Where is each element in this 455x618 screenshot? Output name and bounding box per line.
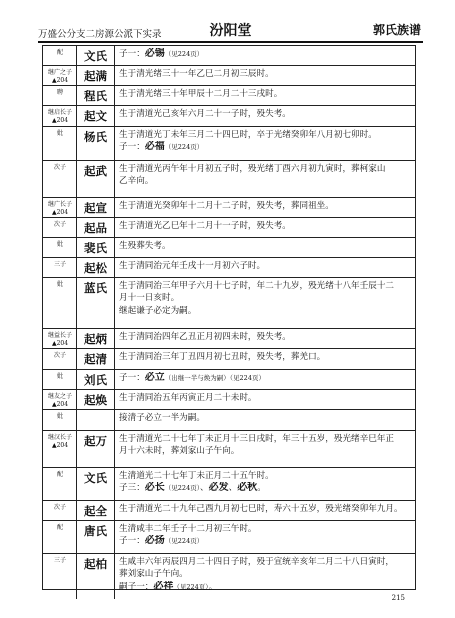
- record-text: 月十六未时，葬刘家山子午向。: [119, 446, 240, 457]
- member-record: [115, 218, 415, 237]
- member-name: 程氏: [77, 86, 115, 105]
- record-line: [119, 48, 411, 60]
- record-line: [119, 240, 411, 252]
- relation-tag: 继益长子: [47, 332, 72, 339]
- record-text: 生殁葬失考。: [119, 241, 171, 251]
- member-row: [43, 390, 415, 410]
- relation-cell: [43, 390, 77, 409]
- member-row: [43, 106, 415, 127]
- record-line: [119, 163, 411, 175]
- record-text: 生于清道光己亥年六月二十一子时，殁失考。: [119, 109, 291, 119]
- record-text: 生于清同治三年丁丑四月初七丑时，殁失考，葬羌口。: [119, 352, 326, 362]
- record-line: [119, 292, 411, 304]
- member-name: 起柏: [77, 554, 115, 599]
- record-text: 子三：: [119, 483, 145, 494]
- member-name: 蓝氏: [77, 278, 115, 328]
- record-text: 葬刘家山子午向。: [119, 569, 188, 580]
- record-line: [119, 568, 411, 580]
- member-record: [115, 46, 415, 65]
- record-line: [119, 200, 411, 212]
- record-line: [119, 141, 411, 153]
- member-name: 起品: [77, 218, 115, 237]
- relation-cell: [43, 258, 77, 277]
- member-record: [115, 501, 415, 520]
- record-text: 、: [199, 483, 209, 494]
- page-reference: （见224页）: [164, 143, 204, 152]
- record-line: [119, 280, 411, 292]
- record-text: 生于清同治元年壬戌十一月初六子时。: [119, 261, 266, 271]
- record-line: [119, 556, 411, 568]
- member-name: 起炳: [77, 329, 115, 348]
- member-row: [43, 431, 415, 468]
- record-text: 生于清光绪三十年甲辰十二月二十三戌时。: [119, 89, 283, 99]
- relation-cell: [43, 370, 77, 389]
- relation-tag: 配: [56, 49, 63, 56]
- relation-tag: 次子: [53, 221, 66, 228]
- record-text: 生于清光绪三十一年乙巳二月初三辰时。: [119, 69, 274, 79]
- relation-cell: [43, 278, 77, 328]
- relation-tag: ▲204: [51, 442, 69, 449]
- member-record: [115, 468, 415, 500]
- record-line: [119, 305, 411, 317]
- relation-tag: 继广之子: [47, 69, 72, 76]
- relation-tag: 妣: [56, 281, 63, 288]
- member-name: 起宣: [77, 198, 115, 217]
- record-text: 生于清道光乙巳年十二月十一子时，殁失考。: [119, 221, 291, 231]
- relation-cell: [43, 329, 77, 348]
- relation-tag: 三子: [53, 557, 66, 564]
- child-name: 必扬: [144, 535, 165, 547]
- record-line: [119, 581, 411, 593]
- record-text: 嗣子一：: [119, 581, 154, 592]
- record-text: 。: [257, 483, 266, 494]
- record-line: [119, 68, 411, 80]
- member-row: [43, 554, 415, 599]
- record-text: 子一：: [119, 49, 145, 59]
- relation-tag: 继广长子: [47, 201, 72, 208]
- relation-tag: 聘: [56, 89, 63, 96]
- record-line: [119, 108, 411, 120]
- member-row: [43, 349, 415, 370]
- member-record: [115, 554, 415, 599]
- relation-tag: 妣: [56, 130, 63, 137]
- child-name: 必长: [144, 482, 165, 494]
- member-record: [115, 161, 415, 197]
- relation-cell: [43, 238, 77, 257]
- record-text: 生于清道光丙午年十月初五子时，殁光绪丁酉六月初九寅时，葬柯家山: [119, 164, 386, 174]
- member-record: [115, 66, 415, 85]
- record-line: [119, 175, 411, 187]
- record-text: 生咸丰六年丙辰四月二十四日子时，殁于宣统辛亥年二月二十八日寅时，: [119, 557, 395, 567]
- header-hall-name: 汾阳堂: [209, 23, 252, 39]
- record-text: 。: [208, 581, 218, 592]
- record-text: 继起谦子必定为嗣。: [119, 305, 197, 316]
- genealogy-table: [42, 45, 416, 590]
- member-record: [115, 238, 415, 257]
- record-line: [119, 260, 411, 272]
- member-name: 起焕: [77, 390, 115, 409]
- page-reference: （见224页）: [173, 582, 209, 591]
- relation-tag: ▲204: [51, 401, 69, 408]
- relation-cell: [43, 218, 77, 237]
- member-record: [115, 278, 415, 328]
- record-text: 生清道光二十七年丁未正月二十五午时。: [119, 471, 274, 481]
- page-reference: （见224页）: [164, 50, 204, 58]
- relation-cell: [43, 431, 77, 467]
- member-row: [43, 258, 415, 278]
- relation-tag: ▲204: [51, 77, 69, 84]
- record-line: [119, 445, 411, 457]
- record-line: [119, 482, 411, 494]
- member-row: [43, 370, 415, 390]
- page-reference: （见224页）: [164, 484, 200, 493]
- member-record: [115, 329, 415, 348]
- member-record: [115, 106, 415, 126]
- relation-tag: 配: [56, 471, 63, 478]
- relation-tag: 三子: [53, 261, 66, 268]
- record-text: 生于清道光丁未年三月二十四巳时，卒于光绪癸卯年八月初七卯时。: [119, 130, 377, 140]
- relation-cell: [43, 410, 77, 430]
- record-text: 接清子必立一半为嗣。: [119, 413, 205, 423]
- member-record: [115, 349, 415, 369]
- member-row: [43, 198, 415, 218]
- member-name: 文氏: [77, 46, 115, 65]
- member-name: 起文: [77, 106, 115, 126]
- member-row: [43, 218, 415, 238]
- relation-cell: [43, 198, 77, 217]
- member-record: [115, 390, 415, 409]
- record-text: 子一：: [119, 142, 145, 153]
- relation-tag: 妣: [56, 241, 63, 248]
- record-line: [119, 412, 411, 424]
- relation-cell: [43, 127, 77, 160]
- relation-cell: [43, 468, 77, 500]
- record-line: [119, 351, 411, 363]
- member-row: [43, 66, 415, 86]
- child-name: 必立: [144, 372, 165, 383]
- relation-tag: 配: [56, 524, 63, 531]
- record-line: [119, 331, 411, 343]
- relation-cell: [43, 501, 77, 520]
- member-record: [115, 431, 415, 467]
- record-line: [119, 503, 411, 515]
- member-row: [43, 46, 415, 66]
- page-header: [38, 8, 423, 44]
- member-record: [115, 86, 415, 105]
- child-name: 必秋: [237, 482, 258, 494]
- child-name: 必福: [144, 141, 165, 153]
- record-text: 生于清同治五年丙寅正月二十未时。: [119, 393, 257, 403]
- member-name: 起万: [77, 431, 115, 467]
- member-record: [115, 198, 415, 217]
- member-name: 文氏: [77, 468, 115, 500]
- member-name: 起松: [77, 258, 115, 277]
- member-name: 起满: [77, 66, 115, 85]
- relation-tag: 继汉长子: [47, 434, 72, 441]
- member-row: [43, 278, 415, 329]
- record-line: [119, 129, 411, 141]
- relation-cell: [43, 521, 77, 553]
- member-row: [43, 127, 415, 161]
- relation-tag: 继友之子: [47, 393, 72, 400]
- relation-tag: 继启长子: [47, 109, 72, 116]
- member-record: [115, 521, 415, 553]
- member-name: [77, 410, 115, 430]
- relation-cell: [43, 554, 77, 599]
- relation-tag: 次子: [53, 164, 66, 171]
- relation-cell: [43, 86, 77, 105]
- record-text: 子一：: [119, 536, 145, 547]
- record-line: [119, 535, 411, 547]
- header-genealogy-title: 郭氏族谱: [372, 23, 421, 37]
- member-row: [43, 410, 415, 431]
- page-reference: （见224页）: [164, 537, 204, 546]
- child-name: 必发: [208, 482, 229, 494]
- member-name: 杨氏: [77, 127, 115, 160]
- record-text: 生清咸丰二年壬子十二月初三午时。: [119, 524, 257, 534]
- member-record: [115, 370, 415, 389]
- header-rule: [38, 41, 423, 43]
- header-lineage-title: 万盛公分支二房源公派下实录: [38, 29, 162, 40]
- relation-cell: [43, 349, 77, 369]
- member-row: [43, 468, 415, 501]
- record-text: 生于清同治四年乙丑正月初四未时，殁失考。: [119, 332, 291, 342]
- record-line: [119, 220, 411, 232]
- member-row: [43, 501, 415, 521]
- member-name: 起全: [77, 501, 115, 520]
- relation-tag: ▲204: [51, 117, 69, 124]
- relation-cell: [43, 46, 77, 65]
- member-name: 裴氏: [77, 238, 115, 257]
- member-name: 唐氏: [77, 521, 115, 553]
- record-text: 、: [228, 483, 238, 494]
- relation-cell: [43, 66, 77, 85]
- member-record: [115, 258, 415, 277]
- relation-tag: ▲204: [51, 340, 69, 347]
- relation-tag: 次子: [53, 352, 66, 359]
- record-text: 月十一日亥时。: [119, 293, 180, 304]
- relation-tag: 次子: [53, 504, 66, 511]
- member-row: [43, 329, 415, 349]
- member-name: 起清: [77, 349, 115, 369]
- record-text: 生于清道光二十七年丁未正月十三日戌时，年三十五岁，殁光绪辛巳年正: [119, 434, 395, 444]
- relation-tag: 妣: [56, 373, 63, 380]
- member-row: [43, 161, 415, 198]
- relation-cell: [43, 161, 77, 197]
- member-name: 起武: [77, 161, 115, 197]
- page-number: 215: [391, 594, 405, 602]
- page-reference: （出继一半与焕为嗣）（见224页）: [164, 374, 265, 382]
- member-name: 刘氏: [77, 370, 115, 389]
- record-text: 子一：: [119, 373, 145, 383]
- record-line: [119, 392, 411, 404]
- member-record: [115, 127, 415, 160]
- record-text: 生于清道光二十九年己酉九月初七巳时，寿六十五岁，殁光绪癸卯年九月。: [119, 504, 403, 514]
- record-text: 乙辛向。: [119, 176, 154, 187]
- member-row: [43, 238, 415, 258]
- record-line: [119, 433, 411, 445]
- child-name: 必锡: [144, 48, 165, 59]
- relation-tag: 妣: [56, 413, 63, 420]
- member-row: [43, 86, 415, 106]
- record-line: [119, 523, 411, 535]
- record-text: 生于清同治三年甲子六月十七子时，年二十九岁，殁光绪十八年壬辰十二: [119, 281, 395, 291]
- record-text: 生于清道光癸卯年十二月十二子时，殁失考，葬同祖坐。: [119, 201, 334, 211]
- record-line: [119, 470, 411, 482]
- record-line: [119, 372, 411, 384]
- relation-cell: [43, 106, 77, 126]
- child-name: 必祥: [153, 580, 174, 592]
- member-row: [43, 521, 415, 554]
- member-record: [115, 410, 415, 430]
- relation-tag: ▲204: [51, 209, 69, 216]
- record-line: [119, 88, 411, 100]
